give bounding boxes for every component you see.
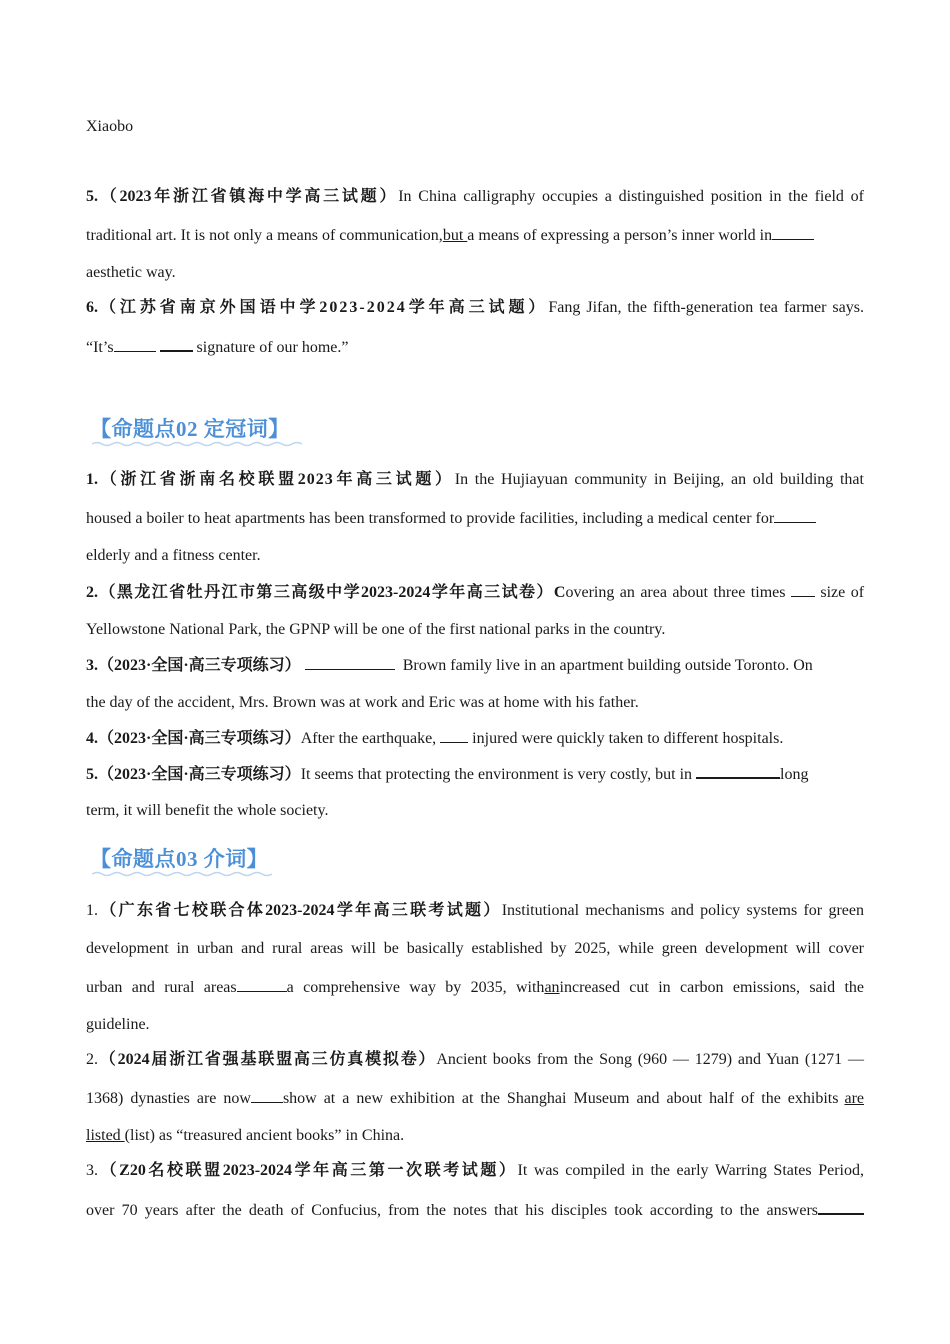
question-number: 2. <box>86 1051 98 1068</box>
question-text: housed a boiler to heat apartments has been transformed to provide facilities, including a medical center for <box>86 510 775 527</box>
question-number: 5. <box>86 188 98 205</box>
question-text: “It’s <box>86 339 114 356</box>
question-line: guideline. <box>86 1016 150 1033</box>
section-heading <box>90 416 290 442</box>
question-line <box>86 1199 864 1221</box>
question-number: 1. <box>86 902 98 919</box>
question-source: （黑龙江省牡丹江市第三高级中学2023-2024学年高三试卷） <box>98 584 554 601</box>
answer-underlined: an <box>544 979 560 996</box>
answer-blank[interactable] <box>251 1088 283 1103</box>
question-text: signature of our home.” <box>196 339 349 356</box>
question-line <box>86 298 864 318</box>
question-text: long <box>780 766 809 783</box>
question-line <box>86 582 864 603</box>
question-source: （浙江省浙南名校联盟2023年高三试题） <box>98 471 455 488</box>
question-source: （2023年浙江省镇海中学高三试题） <box>98 188 399 205</box>
question-text: a comprehensive way by 2035, with <box>286 979 545 996</box>
answer-blank[interactable] <box>818 1199 864 1215</box>
question-line: Yellowstone National Park, the GPNP will be one of the first national parks in the country. <box>86 621 666 638</box>
section-heading-text: 【命题点03 介词】 <box>90 847 269 871</box>
answer-blank[interactable] <box>305 655 395 670</box>
answer-blank[interactable] <box>160 336 193 352</box>
section-heading-text: 【命题点02 定冠词】 <box>90 417 290 441</box>
question-line <box>86 1088 864 1109</box>
question-line <box>86 901 864 921</box>
question-text: traditional art. It is not only a means of communication, <box>86 227 443 244</box>
question-text: It was compiled in the early Warring States Period, <box>517 1162 864 1179</box>
question-line <box>86 187 864 207</box>
question-text: After the earthquake, <box>300 730 437 747</box>
answer-underlined: but <box>442 227 468 244</box>
question-text: (list) as “treasured ancient books” in China. <box>124 1127 405 1144</box>
answer-blank[interactable] <box>791 582 815 597</box>
question-source: （2023·全国·高三专项练习） <box>98 730 301 747</box>
answer-underlined: are <box>844 1090 864 1107</box>
heading-underline-decoration <box>92 871 272 877</box>
question-text: C <box>553 584 566 601</box>
question-line <box>86 508 864 529</box>
question-text: In China calligraphy occupies a distinguished position in the field of <box>398 188 864 205</box>
question-source: （2024届浙江省强基联盟高三仿真模拟卷） <box>98 1051 437 1068</box>
answer-blank[interactable] <box>772 225 814 240</box>
question-line <box>86 763 864 785</box>
question-line: aesthetic way. <box>86 264 176 281</box>
answer-blank[interactable] <box>696 763 780 779</box>
question-text: show at a new exhibition at the Shanghai Museum and about half of the exhibits <box>282 1090 839 1107</box>
question-text: Institutional mechanisms and policy systems for green <box>501 902 864 919</box>
text-fragment: Xiaobo <box>86 118 134 135</box>
question-text: increased cut in carbon emissions, said the <box>559 979 864 996</box>
question-line: elderly and a fitness center. <box>86 547 261 564</box>
question-text: In the Hujiayuan community in Beijing, an old building that <box>454 471 864 488</box>
question-line: the day of the accident, Mrs. Brown was at work and Eric was at home with his father. <box>86 694 639 711</box>
question-number: 5. <box>86 766 98 783</box>
question-text: overing an area about three times <box>565 584 786 601</box>
heading-underline-decoration <box>92 441 302 447</box>
question-text: Brown family live in an apartment building outside Toronto. On <box>402 657 813 674</box>
question-text: Fang Jifan, the fifth-generation tea farmer says. <box>548 299 864 316</box>
question-source: （Z20名校联盟2023-2024学年高三第一次联考试题） <box>98 1162 518 1179</box>
question-line: development in urban and rural areas will be basically established by 2025, while green development will cover <box>86 940 864 957</box>
question-line <box>86 470 864 490</box>
answer-blank[interactable] <box>114 337 156 352</box>
question-number: 2. <box>86 584 98 601</box>
question-text: Ancient books from the Song (960 — 1279) and Yuan (1271 — <box>436 1051 864 1068</box>
question-line <box>86 1126 864 1146</box>
question-text: It seems that protecting the environment is very costly, but in <box>300 766 693 783</box>
question-line <box>86 728 864 749</box>
answer-blank[interactable] <box>774 508 816 523</box>
question-text: 1368) dynasties are now <box>86 1090 251 1107</box>
question-line <box>86 336 864 358</box>
question-line <box>86 655 864 676</box>
answer-blank[interactable] <box>440 728 468 743</box>
question-line <box>86 977 864 998</box>
question-number: 1. <box>86 471 98 488</box>
question-source: （江苏省南京外国语中学2023-2024学年高三试题） <box>98 299 549 316</box>
question-line <box>86 1161 864 1181</box>
question-line <box>86 1050 864 1070</box>
question-number: 3. <box>86 657 98 674</box>
question-source: （2023·全国·高三专项练习） <box>98 766 301 783</box>
question-line: term, it will benefit the whole society. <box>86 802 329 819</box>
question-line <box>86 225 864 246</box>
answer-underlined: listed <box>86 1127 125 1144</box>
question-text: injured were quickly taken to different hospitals. <box>472 730 784 747</box>
question-number: 3. <box>86 1162 98 1179</box>
question-text: a means of expressing a person’s inner world in <box>467 227 773 244</box>
answer-blank[interactable] <box>237 977 287 992</box>
section-heading <box>90 846 268 872</box>
question-number: 6. <box>86 299 98 316</box>
question-source: （广东省七校联合体2023-2024学年高三联考试题） <box>98 902 502 919</box>
question-number: 4. <box>86 730 98 747</box>
question-text: urban and rural areas <box>86 979 237 996</box>
question-text: over 70 years after the death of Confucius, from the notes that his disciples took according to the answers <box>86 1202 818 1219</box>
question-source: （2023·全国·高三专项练习） <box>98 657 301 674</box>
question-text: size of <box>820 584 865 601</box>
